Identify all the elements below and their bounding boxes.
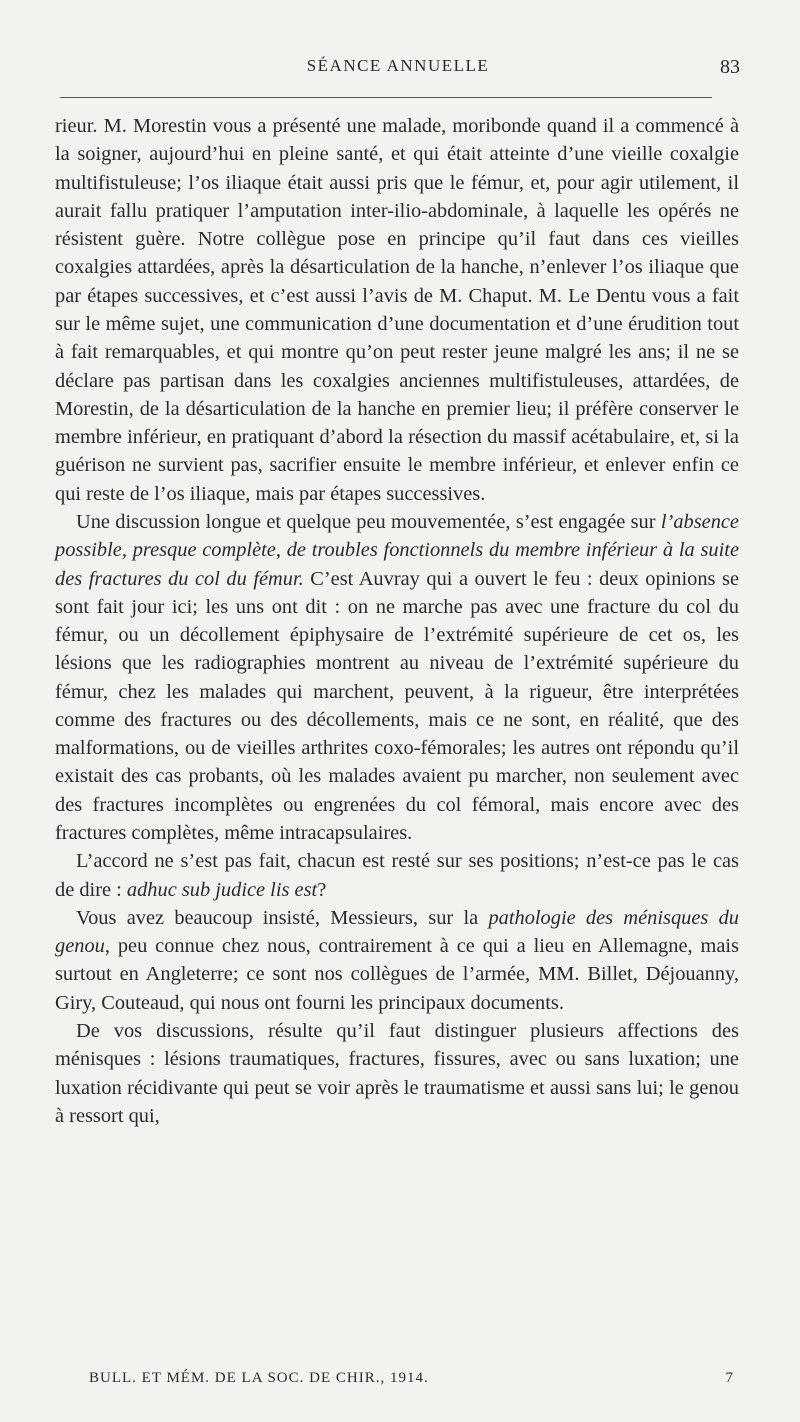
body-text: [55, 112, 739, 1130]
text-run: L’accord ne s’est pas fait, chacun est resté sur ses positions; n’est-ce pas le cas de dire :: [55, 850, 739, 901]
paragraph: [55, 904, 739, 1017]
paragraph: [55, 112, 739, 508]
footer-citation: BULL. ET MÉM. DE LA SOC. DE CHIR., 1914.: [89, 1370, 429, 1386]
text-run: rieur. M. Morestin vous a présenté une malade, moribonde quand il a commencé à la soigner, aujourd’hui en pleine santé, et qui était atteinte d’une vieille coxalgie multifistuleuse; l’os iliaque était aussi pris que le fémur, et, pour agir utilement, il aurait fallu pratiquer l’amputation inter-ilio-abdominale, à laquelle les opérés ne résistent guère. Notre collègue pose en principe qu’il faut dans ces vieilles coxalgies attardées, après la désarticulation de la hanche, n’enlever l’os iliaque que par étapes successives, et c’est aussi l’avis de M. Chaput. M. Le Dentu vous a fait sur le même sujet, une communication d’une documentation et d’une érudition tout à fait remarquables, et qui montre qu’on peut rester jeune malgré les ans; il ne se déclare pas partisan dans les coxalgies anciennes multifistuleuses, attardées, de Morestin, de la désarticulation de la hanche en premier lieu; il préfère conserver le membre inférieur, en pratiquant d’abord la résection du massif acétabulaire, et, si la guérison ne survient pas, sacrifier ensuite le membre inférieur, et enlever enfin ce qui reste de l’os iliaque, mais par étapes successives.: [55, 115, 739, 505]
paragraph: [55, 847, 739, 904]
text-run: , peu connue chez nous, contrairement à ce qui a lieu en Allemagne, mais surtout en Angleterre; ce sont nos collègues de l’armée, MM. Billet, Déjouanny, Giry, Couteaud, qui nous ont fourni les principaux documents.: [55, 935, 739, 1014]
text-run: Vous avez beaucoup insisté, Messieurs, sur la: [76, 906, 489, 929]
running-head: SÉANCE ANNUELLE: [306, 56, 490, 75]
page-header: [56, 56, 740, 86]
text-run: Une discussion longue et quelque peu mouvementée, s’est engagée sur: [76, 510, 661, 533]
italic-text-run: l’absence possible, presque complète, de troubles fonctionnels du membre inférieur à la suite des fractures du col du fémur.: [55, 510, 739, 590]
signature-mark: 7: [725, 1370, 734, 1386]
text-run: C’est Auvray qui a ouvert le feu : deux opinions se sont fait jour ici; les uns ont dit : on ne marche pas avec une fracture du col du fémur, ou un décollement épiphysaire de l’extrémité supérieure de cet os, les lésions que les radiographies montrent au niveau de l’extrémité supérieure du fémur, chez les malades qui marchent, peuvent, à la rigueur, être interprétées comme des fractures ou des décollements, mais ce ne sont, en réalité, que des malformations, ou de vieilles arthrites coxo-fémorales; les autres ont répondu qu’il existait des cas probants, où les malades avaient pu marcher, non seulement avec des fractures incomplètes ou engrenées du col fémoral, mais encore avec des fractures complètes, même intracapsulaires.: [55, 567, 740, 845]
page-footer: [89, 1370, 734, 1394]
text-run: De vos discussions, résulte qu’il faut distinguer plusieurs affections des ménisques : lésions traumatiques, fractures, fissures, avec ou sans luxation; une luxation récidivante qui peut se voir après le traumatisme et aussi sans lui; le genou à ressort qui,: [55, 1020, 739, 1127]
italic-text-run: pathologie des ménisques du genou: [55, 906, 739, 958]
page-number: 83: [720, 56, 740, 78]
paragraph: [55, 508, 739, 847]
text-run: ?: [317, 878, 327, 901]
italic-text-run: adhuc sub judice lis est: [126, 878, 318, 901]
paragraph: [55, 1017, 739, 1130]
header-rule: [60, 97, 712, 98]
